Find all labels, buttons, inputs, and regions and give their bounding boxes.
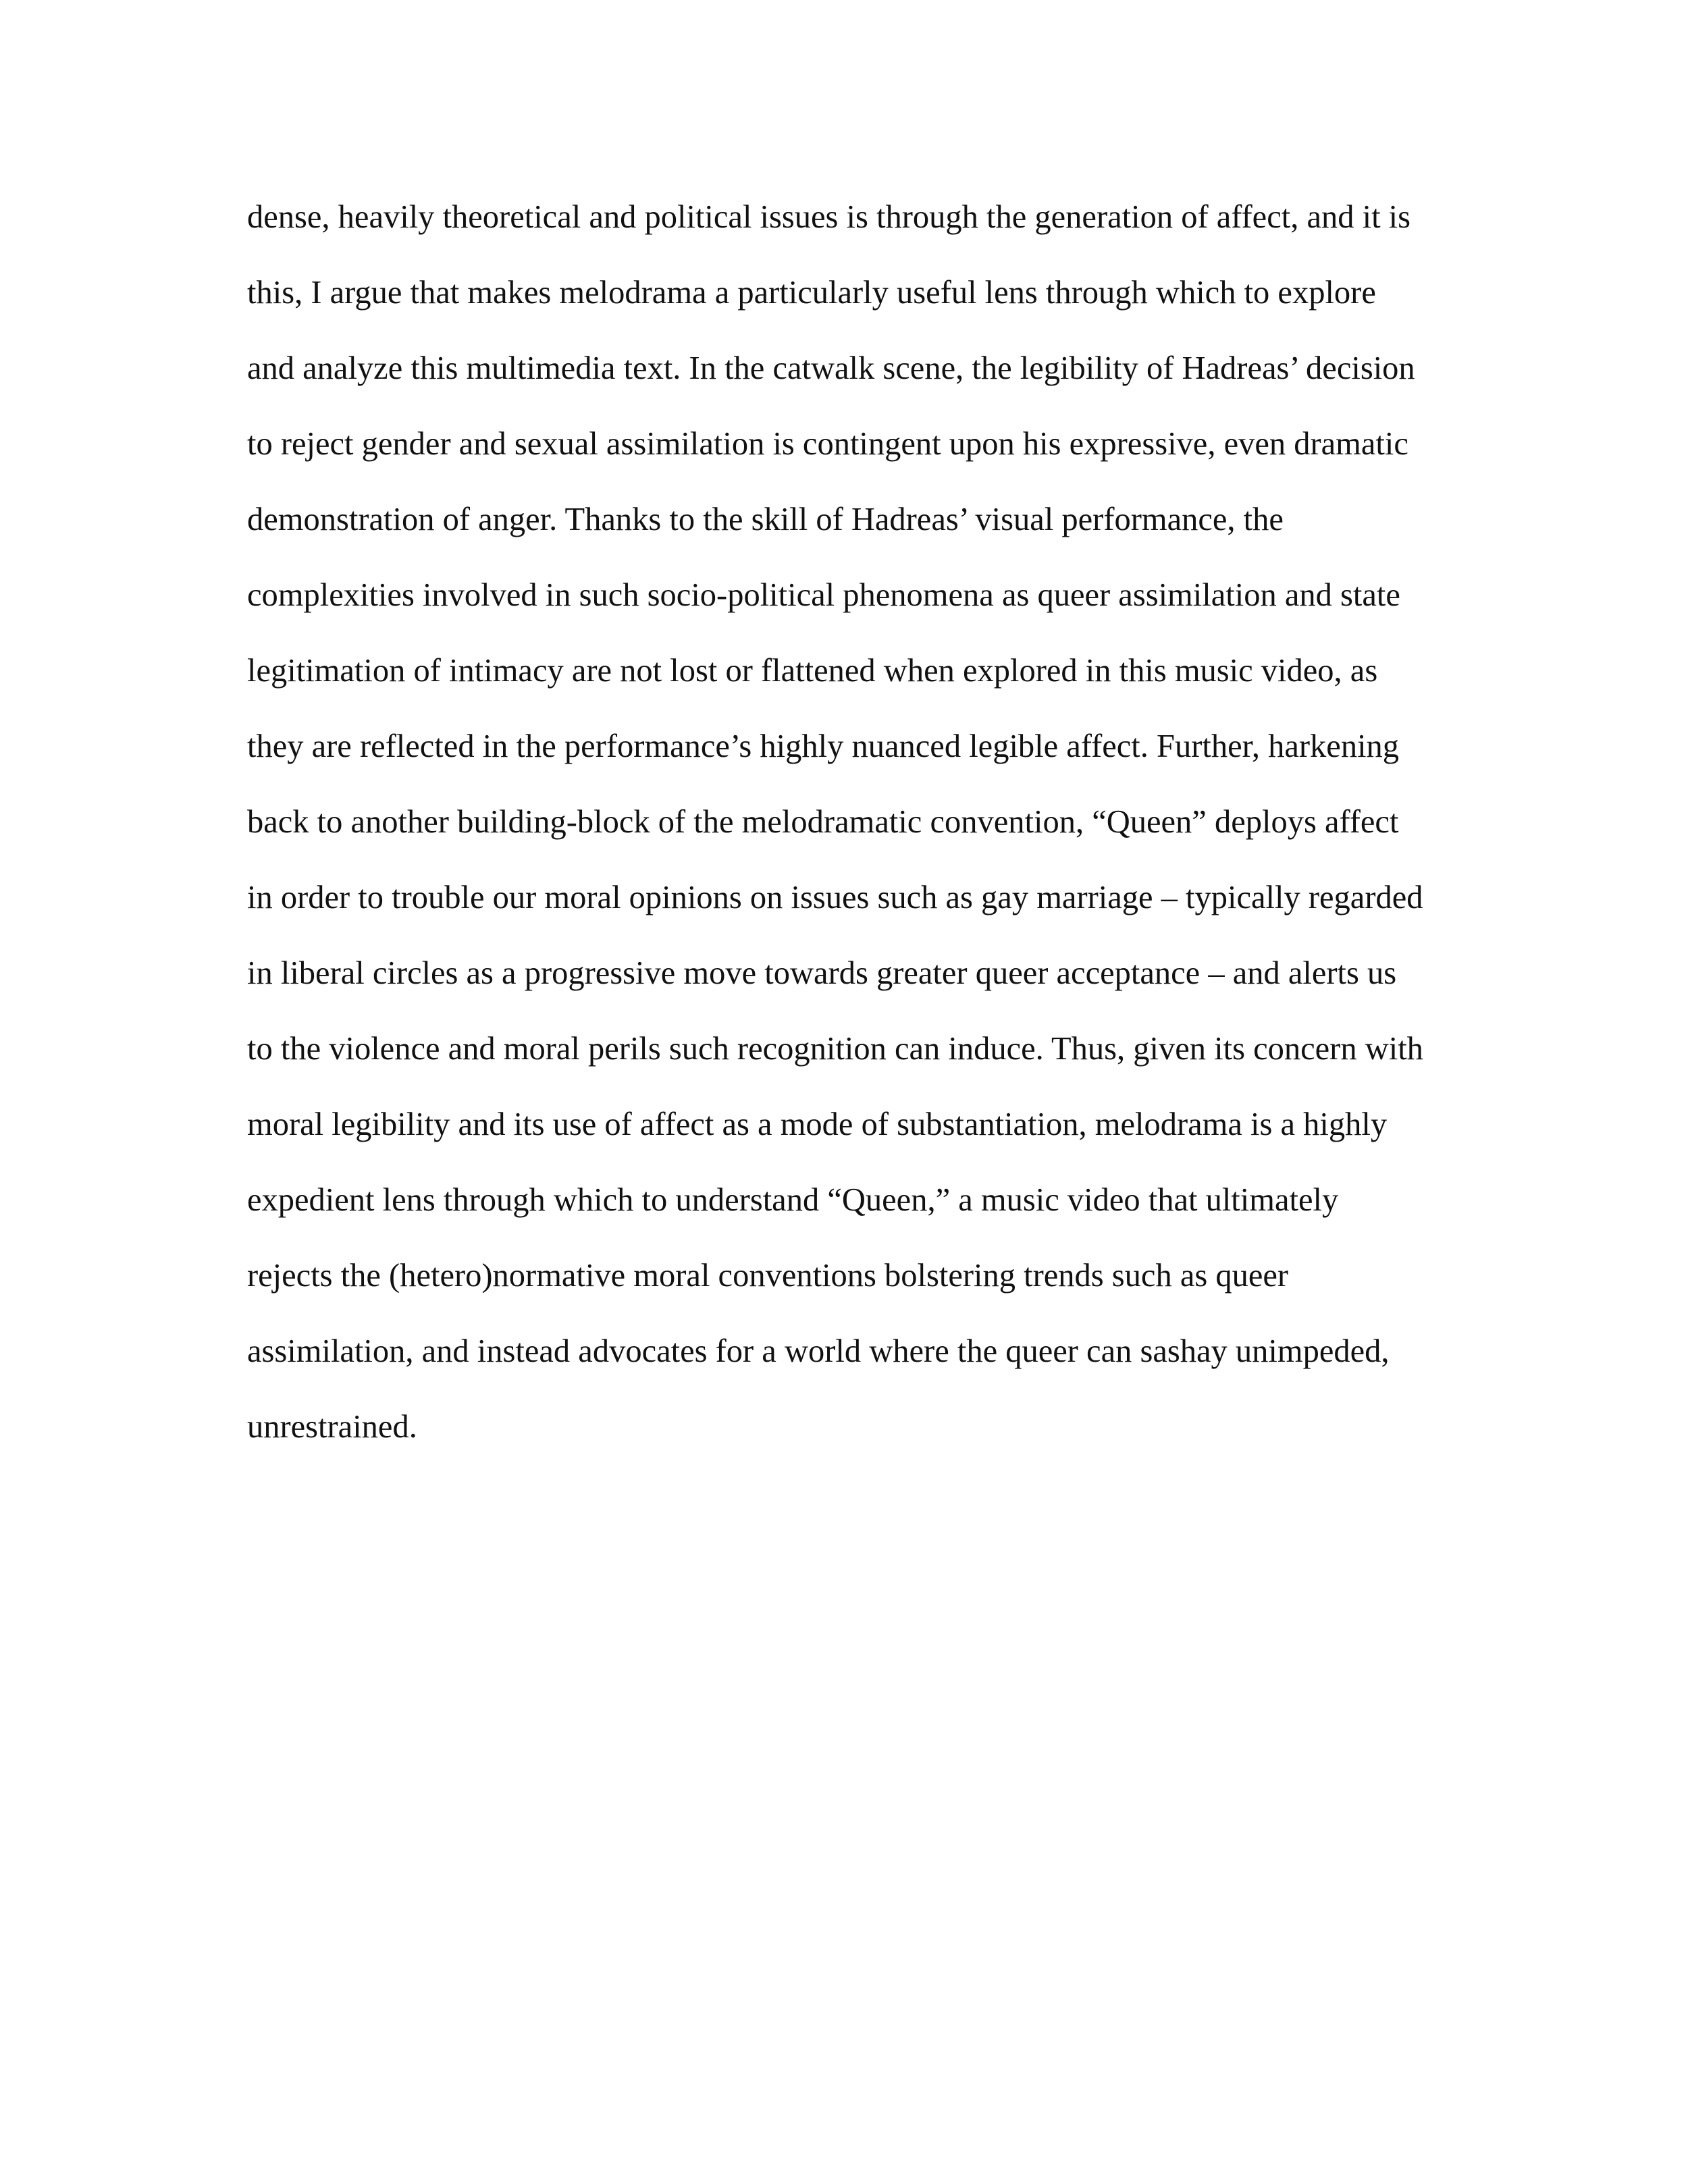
text-line: this, I argue that makes melodrama a particularly useful lens through which to explore [247,275,1376,311]
text-line: to reject gender and sexual assimilation is contingent upon his expressive, even dramatic [247,426,1408,462]
text-line: complexities involved in such socio-political phenomena as queer assimilation and state [247,577,1400,613]
text-line: in liberal circles as a progressive move towards greater queer acceptance – and alerts us [247,955,1397,991]
text-line: unrestrained. [247,1409,417,1445]
text-line: moral legibility and its use of affect as a mode of substantiation, melodrama is a highly [247,1107,1388,1142]
text-line: in order to trouble our moral opinions on issues such as gay marriage – typically regarded [247,880,1423,915]
text-line: and analyze this multimedia text. In the catwalk scene, the legibility of Hadreas’ decision [247,350,1415,386]
text-line: legitimation of intimacy are not lost or flattened when explored in this music video, as [247,653,1378,689]
text-line: to the violence and moral perils such recognition can induce. Thus, given its concern with [247,1031,1423,1067]
text-line: they are reflected in the performance’s highly nuanced legible affect. Further, harkening [247,728,1400,764]
body-paragraph [247,193,1462,1479]
text-line: dense, heavily theoretical and political issues is through the generation of affect, and it is [247,199,1411,235]
text-line: expedient lens through which to understand “Queen,” a music video that ultimately [247,1182,1339,1218]
text-line: assimilation, and instead advocates for a world where the queer can sashay unimpeded, [247,1333,1390,1369]
text-line: back to another building-block of the melodramatic convention, “Queen” deploys affect [247,804,1399,840]
text-line: demonstration of anger. Thanks to the skill of Hadreas’ visual performance, the [247,502,1284,537]
text-line: rejects the (hetero)normative moral conventions bolstering trends such as queer [247,1258,1289,1294]
